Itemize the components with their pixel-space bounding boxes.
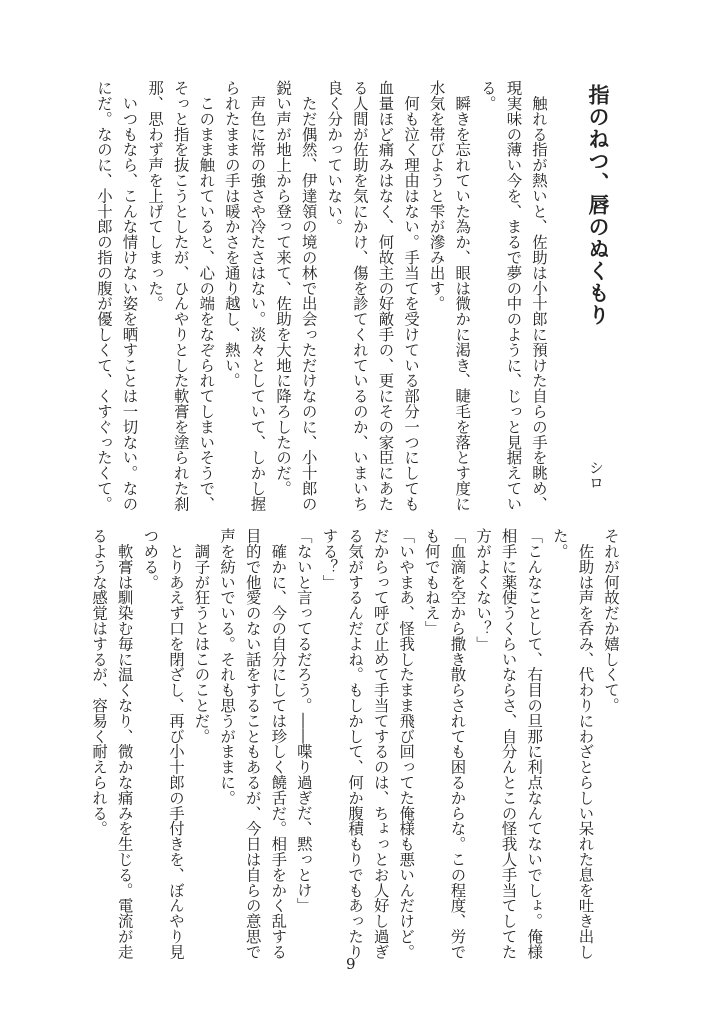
text-line: 現実味の薄い今を、まるで夢の中のように、じっと見据えてい — [504, 80, 523, 512]
text-line: にだ。なのに、小十郎の指の腹が優しくて、くすぐったくて。 — [94, 80, 113, 512]
text-line: いつもなら、こんな情けない姿を晒すことは一切ない。なの — [120, 80, 139, 512]
text-line: つめる。 — [141, 528, 160, 590]
text-line: る人間が佐助を気にかけ、傷を診てくれているのか、いまいち — [350, 80, 369, 512]
text-line: 触れる指が熱いと、佐助は小十郎に預けた自らの手を眺め、 — [530, 80, 548, 512]
text-line: られたままの手は暖かさを通り越し、熱い。 — [222, 80, 241, 388]
text-block-top — [90, 80, 551, 511]
text-line: する？」 — [320, 528, 339, 590]
text-line: 「こんなことして、右目の旦那に利点なんてないでしょ。俺様 — [525, 528, 544, 960]
text-line: 那、思わず声を上げてしまった。 — [146, 80, 165, 311]
text-block-bottom — [86, 528, 623, 959]
text-line: 「ないと言ってるだろう。――喋り過ぎだ、黙っとけ」 — [294, 528, 313, 913]
page-number: 9 — [346, 955, 356, 973]
text-line: 水気を帯びようと雫が滲み出す。 — [427, 80, 446, 311]
text-line: 方がよくない？」 — [474, 528, 493, 652]
author-name: シロ — [587, 460, 605, 490]
text-line: 確かに、今の自分にしては珍しく饒舌だ。相手をかく乱する — [269, 528, 288, 960]
text-line: 声色に常の強さや冷たさはない。淡々としていて、しかし握 — [248, 80, 267, 512]
text-line: 相手に薬使うくらいならさ、自分んとこの怪我人手当てしてた — [499, 528, 518, 960]
text-line: る。 — [478, 80, 497, 111]
text-line: このまま触れていると、心の端をなぞられてしまいそうで、 — [197, 80, 216, 512]
text-line: だからって呼び止めて手当てするのは、ちょっとお人好し過ぎ — [371, 528, 390, 960]
text-line: る気がするんだよね。もしかして、何か腹積もりでもあったり — [346, 528, 365, 960]
text-line: 佐助は声を呑み、代わりにわざとらしい呆れた息を吐き出し — [576, 528, 595, 960]
text-line: 「血滴を空から撒き散らされても困るからな。この程度、労で — [448, 528, 467, 960]
text-line: 声を紡いでいる。それも思うがままに。 — [218, 528, 237, 806]
text-line: るような感覚はするが、容易く耐えられる。 — [90, 528, 109, 836]
text-line: そっと指を抜こうとしたが、ひんやりとした軟膏を塗られた刹 — [171, 80, 190, 512]
story-title: 指のねつ、唇のぬくもり — [586, 84, 611, 326]
text-line: 瞬きを忘れていた為か、眼は微かに渇き、睫毛を落とす度に — [453, 80, 472, 512]
text-line: 鋭い声が地上から登って来て、佐助を大地に降ろしたのだ。 — [274, 80, 293, 496]
text-line: 調子が狂うとはこのことだ。 — [192, 528, 211, 744]
text-line: 「いやまあ、怪我したまま飛び回ってた俺様も悪いんだけど。 — [397, 528, 416, 960]
text-line: それが何故だか嬉しくて。 — [602, 528, 620, 713]
text-line: た。 — [550, 528, 569, 559]
text-line: 軟膏は馴染む毎に温くなり、微かな痛みを生じる。電流が走 — [115, 528, 134, 960]
text-line: 良く分かっていない。 — [325, 80, 344, 234]
text-line: ただ偶然、伊達領の境の林で出会っただけなのに、小十郎の — [299, 80, 318, 512]
text-line: 血量ほど痛みはなく、何故主の好敵手の、更にその家臣にあた — [376, 80, 395, 512]
text-line: も何でもねえ」 — [422, 528, 441, 636]
text-line: 目的で他愛のない話をすることもあるが、今日は自らの意思で — [243, 528, 262, 960]
text-line: とりあえず口を閉ざし、再び小十郎の手付きを、ぼんやり見 — [166, 528, 185, 960]
text-line: 何も泣く理由はない。手当てを受けている部分一つにしても — [402, 80, 421, 512]
